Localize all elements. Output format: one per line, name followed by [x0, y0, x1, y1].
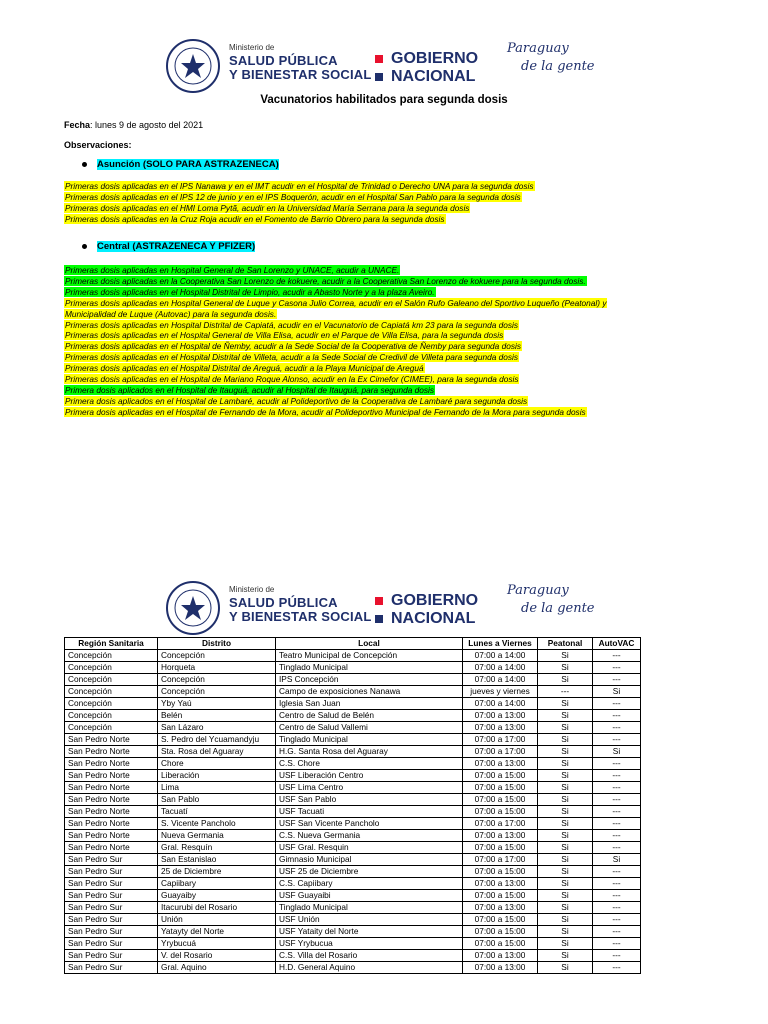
list-item: Primera dosis aplicados en el Hospital de Lambaré, acudir al Polideportivo de la Cooperativa de Lambaré para segunda dosis	[65, 395, 528, 406]
list-item: Primeras dosis aplicadas en la Cruz Roja acudir en el Fomento de Barrio Obrero para la segunda dosis	[65, 213, 445, 224]
cell-local: Gimnasio Municipal	[276, 854, 463, 866]
header-region: Región Sanitaria	[65, 638, 158, 650]
cell-peatonal: Si	[538, 830, 593, 842]
cell-horario: 07:00 a 13:00	[463, 830, 538, 842]
central-note: (ASTRAZENECA Y PFIZER)	[132, 241, 256, 252]
cell-distrito: Tacuatí	[158, 806, 276, 818]
table-row	[65, 746, 641, 758]
cell-distrito: Unión	[158, 914, 276, 926]
cell-peatonal: Si	[538, 674, 593, 686]
cell-peatonal: Si	[538, 782, 593, 794]
seal-icon	[165, 580, 221, 636]
seal-icon	[165, 38, 221, 94]
cell-region: San Pedro Sur	[65, 854, 158, 866]
cell-distrito: Yatayty del Norte	[158, 926, 276, 938]
cell-peatonal: Si	[538, 842, 593, 854]
table-row	[65, 806, 641, 818]
cell-distrito: 25 de Diciembre	[158, 866, 276, 878]
cell-autovac: ---	[593, 950, 641, 962]
ministry-logo	[229, 44, 372, 82]
cell-local: USF Tacuati	[276, 806, 463, 818]
table-row	[65, 854, 641, 866]
cell-distrito: Yrybucuá	[158, 938, 276, 950]
cell-peatonal: Si	[538, 938, 593, 950]
cell-horario: 07:00 a 15:00	[463, 770, 538, 782]
cell-peatonal: Si	[538, 710, 593, 722]
table-row	[65, 758, 641, 770]
table-row	[65, 710, 641, 722]
table-row	[65, 794, 641, 806]
table-row	[65, 662, 641, 674]
cell-distrito: Guayaiby	[158, 890, 276, 902]
cell-region: San Pedro Norte	[65, 794, 158, 806]
cell-distrito: Belén	[158, 710, 276, 722]
table-row	[65, 902, 641, 914]
cell-region: San Pedro Sur	[65, 866, 158, 878]
cell-horario: 07:00 a 15:00	[463, 794, 538, 806]
cell-horario: jueves y viernes	[463, 686, 538, 698]
cell-peatonal: Si	[538, 962, 593, 974]
cell-local: Campo de exposiciones Nanawa	[276, 686, 463, 698]
table-row	[65, 686, 641, 698]
cell-peatonal: Si	[538, 866, 593, 878]
cell-autovac: ---	[593, 842, 641, 854]
cell-autovac: Si	[593, 746, 641, 758]
slogan-line1: Paraguay	[507, 41, 569, 56]
list-item: Primeras dosis aplicadas en el Hospital Distrital de Areguá, acudir a la Playa Municipal de Areguá	[65, 363, 424, 374]
cell-region: Concepción	[65, 710, 158, 722]
fecha	[64, 120, 203, 130]
observaciones: Observaciones:	[64, 140, 132, 150]
cell-horario: 07:00 a 13:00	[463, 962, 538, 974]
fecha-value: : lunes 9 de agosto del 2021	[90, 120, 204, 130]
central-name: Central	[97, 241, 130, 252]
cell-region: San Pedro Norte	[65, 830, 158, 842]
cell-distrito: Yby Yaú	[158, 698, 276, 710]
cell-distrito: V. del Rosario	[158, 950, 276, 962]
cell-autovac: ---	[593, 734, 641, 746]
list-item: Primeras dosis aplicadas en el Hospital de Ñemby, acudir a la Sede Social de la Cooperativa de Ñemby para segunda dosis	[65, 341, 521, 352]
cell-local: H.D. General Aquino	[276, 962, 463, 974]
cell-peatonal: Si	[538, 806, 593, 818]
cell-local: USF San Vicente Pancholo	[276, 818, 463, 830]
list-item: Primera dosis aplicadas en el Hospital de Fernando de la Mora, acudir al Polideportivo Municipal de Fernando de la Mora para segunda dosis	[65, 406, 586, 417]
cell-region: Concepción	[65, 674, 158, 686]
cell-horario: 07:00 a 14:00	[463, 650, 538, 662]
cell-autovac: ---	[593, 806, 641, 818]
cell-distrito: Concepción	[158, 650, 276, 662]
cell-horario: 07:00 a 15:00	[463, 842, 538, 854]
table-row	[65, 830, 641, 842]
cell-horario: 07:00 a 14:00	[463, 674, 538, 686]
cell-horario: 07:00 a 14:00	[463, 662, 538, 674]
header-autovac: AutoVAC	[593, 638, 641, 650]
table-row	[65, 674, 641, 686]
header-table	[165, 580, 605, 640]
table-row	[65, 950, 641, 962]
header-local: Local	[276, 638, 463, 650]
cell-peatonal: Si	[538, 650, 593, 662]
header-distrito: Distrito	[158, 638, 276, 650]
table-row	[65, 938, 641, 950]
cell-peatonal: Si	[538, 662, 593, 674]
ministry-small: Ministerio de	[229, 43, 275, 52]
cell-local: USF 25 de Diciembre	[276, 866, 463, 878]
vaccination-table	[64, 637, 641, 974]
ministry-line1: SALUD PÚBLICA	[229, 53, 338, 68]
cell-horario: 07:00 a 13:00	[463, 710, 538, 722]
cell-peatonal: Si	[538, 770, 593, 782]
list-item: Primeras dosis aplicadas en Hospital General de San Lorenzo y UNACE, acudir a UNACE.	[65, 265, 400, 275]
central-list	[64, 265, 664, 418]
gobierno-line1: GOBIERNO	[391, 592, 479, 609]
cell-peatonal: Si	[538, 734, 593, 746]
cell-distrito: S. Pedro del Ycuamandyju	[158, 734, 276, 746]
table-row	[65, 962, 641, 974]
cell-local: USF Lima Centro	[276, 782, 463, 794]
cell-autovac: ---	[593, 758, 641, 770]
cell-region: San Pedro Norte	[65, 842, 158, 854]
asuncion-note: (SOLO PARA ASTRAZENECA)	[142, 159, 279, 170]
list-item: Municipalidad de Luque (Autovac) para la segunda dosis.	[65, 308, 277, 319]
cell-autovac: ---	[593, 830, 641, 842]
gobierno-logo	[375, 50, 478, 86]
cell-autovac: ---	[593, 782, 641, 794]
cell-autovac: ---	[593, 890, 641, 902]
cell-local: Centro de Salud Vallemi	[276, 722, 463, 734]
cell-autovac: ---	[593, 818, 641, 830]
cell-autovac: ---	[593, 770, 641, 782]
cell-region: San Pedro Sur	[65, 950, 158, 962]
cell-autovac: ---	[593, 662, 641, 674]
cell-region: San Pedro Sur	[65, 962, 158, 974]
slogan-line2: de la gente	[521, 59, 595, 74]
list-item: Primeras dosis aplicadas en el HMI Loma Pytã, acudir en la Universidad María Serrana para la segunda dosis	[65, 202, 470, 213]
cell-region: San Pedro Norte	[65, 770, 158, 782]
cell-region: San Pedro Norte	[65, 734, 158, 746]
cell-peatonal: Si	[538, 758, 593, 770]
list-item: Primera dosis aplicados en el Hospital de Itauguá, acudir al Hospital de Itauguá, para segunda dosis	[65, 384, 434, 395]
header-top	[165, 38, 605, 98]
cell-autovac: ---	[593, 878, 641, 890]
page-title: Vacunatorios habilitados para segunda dosis	[260, 94, 508, 106]
cell-autovac: ---	[593, 866, 641, 878]
slogan	[507, 40, 595, 76]
table-row	[65, 722, 641, 734]
cell-autovac: ---	[593, 698, 641, 710]
table-row	[65, 698, 641, 710]
cell-local: USF Gral. Resquin	[276, 842, 463, 854]
cell-local: C.S. Capiibary	[276, 878, 463, 890]
cell-region: Concepción	[65, 686, 158, 698]
cell-distrito: Gral. Resquín	[158, 842, 276, 854]
cell-autovac: ---	[593, 650, 641, 662]
cell-region: Concepción	[65, 698, 158, 710]
cell-region: San Pedro Norte	[65, 782, 158, 794]
table-row	[65, 650, 641, 662]
cell-local: C.S. Nueva Germania	[276, 830, 463, 842]
cell-distrito: Sta. Rosa del Aguaray	[158, 746, 276, 758]
cell-local: C.S. Chore	[276, 758, 463, 770]
asuncion-heading	[82, 159, 279, 170]
list-item: Primeras dosis aplicadas en el Hospital General de Villa Elisa, acudir en el Parque de Villa Elisa, para la segunda dosis	[65, 330, 504, 341]
cell-peatonal: Si	[538, 878, 593, 890]
cell-peatonal: Si	[538, 818, 593, 830]
cell-horario: 07:00 a 15:00	[463, 782, 538, 794]
cell-local: IPS Concepción	[276, 674, 463, 686]
cell-region: Concepción	[65, 650, 158, 662]
ministry-small: Ministerio de	[229, 585, 275, 594]
cell-peatonal: Si	[538, 890, 593, 902]
table-row	[65, 866, 641, 878]
table-row	[65, 818, 641, 830]
cell-horario: 07:00 a 17:00	[463, 746, 538, 758]
cell-region: San Pedro Norte	[65, 746, 158, 758]
cell-autovac: ---	[593, 902, 641, 914]
cell-region: San Pedro Sur	[65, 926, 158, 938]
cell-peatonal: Si	[538, 950, 593, 962]
cell-horario: 07:00 a 13:00	[463, 950, 538, 962]
cell-local: Teatro Municipal de Concepción	[276, 650, 463, 662]
cell-region: San Pedro Sur	[65, 914, 158, 926]
cell-region: San Pedro Sur	[65, 878, 158, 890]
cell-peatonal: Si	[538, 722, 593, 734]
cell-distrito: Concepción	[158, 686, 276, 698]
cell-region: San Pedro Norte	[65, 818, 158, 830]
ministry-line2: Y BIENESTAR SOCIAL	[229, 67, 372, 82]
gobierno-line2: NACIONAL	[391, 68, 476, 85]
table-row	[65, 782, 641, 794]
cell-region: San Pedro Sur	[65, 938, 158, 950]
bullet-icon	[82, 244, 87, 249]
list-item: Primeras dosis aplicadas en Hospital General de Luque y Casona Julio Correa, acudir en el Salón Rufo Galeano del Sportivo Luqueño (Peatonal) y	[65, 297, 607, 308]
central-heading	[82, 241, 255, 252]
cell-distrito: S. Vicente Pancholo	[158, 818, 276, 830]
cell-local: C.S. Villa del Rosario	[276, 950, 463, 962]
list-item: Primeras dosis aplicadas en la Cooperativa San Lorenzo de kokuere, acudir a la Cooperativa San Lorenzo de kokuere para la segunda dosis.	[65, 275, 586, 286]
list-item: Primeras dosis aplicadas en el Hospital Distrital de Villeta, acudir a la Sede Social de Credivil de Villeta para segunda dosis	[65, 352, 519, 363]
table-row	[65, 878, 641, 890]
list-item: Primeras dosis aplicadas en el IPS 12 de junio y en el IPS Boquerón, acudir en el Hospital San Pablo para la segunda dosis	[65, 191, 521, 202]
cell-distrito: Lima	[158, 782, 276, 794]
cell-distrito: San Pablo	[158, 794, 276, 806]
cell-horario: 07:00 a 15:00	[463, 914, 538, 926]
cell-horario: 07:00 a 15:00	[463, 926, 538, 938]
cell-peatonal: Si	[538, 794, 593, 806]
fecha-label: Fecha	[64, 120, 91, 130]
cell-region: San Pedro Norte	[65, 806, 158, 818]
gobierno-line2: NACIONAL	[391, 610, 476, 627]
cell-distrito: Gral. Aquino	[158, 962, 276, 974]
cell-horario: 07:00 a 17:00	[463, 818, 538, 830]
cell-autovac: Si	[593, 854, 641, 866]
list-item: Primeras dosis aplicadas en el IPS Nanawa y en el IMT acudir en el Hospital de Trinidad o Derecho UNA para la segunda dosis	[65, 181, 534, 191]
slogan-line2: de la gente	[521, 601, 595, 616]
cell-peatonal: Si	[538, 746, 593, 758]
cell-local: Tinglado Municipal	[276, 734, 463, 746]
table-row	[65, 770, 641, 782]
cell-peatonal: Si	[538, 854, 593, 866]
cell-peatonal: Si	[538, 698, 593, 710]
table-row	[65, 734, 641, 746]
bullet-icon	[82, 162, 87, 167]
cell-horario: 07:00 a 15:00	[463, 806, 538, 818]
cell-local: USF Guayaibi	[276, 890, 463, 902]
cell-peatonal: ---	[538, 686, 593, 698]
cell-local: USF Liberación Centro	[276, 770, 463, 782]
cell-local: USF Unión	[276, 914, 463, 926]
cell-horario: 07:00 a 13:00	[463, 722, 538, 734]
slogan-line1: Paraguay	[507, 583, 569, 598]
table-row	[65, 914, 641, 926]
asuncion-list	[64, 181, 664, 225]
list-item: Primeras dosis aplicadas en el Hospital Distrital de Limpio, acudir a Abasto Norte y a la plaza Aveiro.	[65, 286, 435, 297]
cell-horario: 07:00 a 14:00	[463, 698, 538, 710]
cell-local: Tinglado Municipal	[276, 662, 463, 674]
cell-local: Iglesia San Juan	[276, 698, 463, 710]
cell-distrito: San Estanislao	[158, 854, 276, 866]
cell-autovac: ---	[593, 926, 641, 938]
cell-region: Concepción	[65, 722, 158, 734]
list-item: Primeras dosis aplicadas en el Hospital de Mariano Roque Alonso, acudir en la Ex Cimefor (CIMEE), para la segunda dosis	[65, 374, 519, 385]
table-row	[65, 842, 641, 854]
cell-region: San Pedro Norte	[65, 758, 158, 770]
cell-region: Concepción	[65, 662, 158, 674]
cell-autovac: ---	[593, 722, 641, 734]
cell-autovac: ---	[593, 794, 641, 806]
cell-distrito: Liberación	[158, 770, 276, 782]
cell-autovac: ---	[593, 914, 641, 926]
cell-region: San Pedro Sur	[65, 902, 158, 914]
table-row	[65, 926, 641, 938]
cell-peatonal: Si	[538, 926, 593, 938]
cell-horario: 07:00 a 13:00	[463, 878, 538, 890]
gobierno-line1: GOBIERNO	[391, 50, 479, 67]
cell-distrito: Concepción	[158, 674, 276, 686]
cell-distrito: Chore	[158, 758, 276, 770]
cell-autovac: ---	[593, 962, 641, 974]
cell-autovac: ---	[593, 938, 641, 950]
list-item: Primeras dosis aplicadas en Hospital Distrital de Capiatá, acudir en el Vacunatorio de Capiatá km 23 para la segunda dosis	[65, 319, 519, 330]
cell-horario: 07:00 a 13:00	[463, 758, 538, 770]
table-row	[65, 890, 641, 902]
cell-horario: 07:00 a 15:00	[463, 890, 538, 902]
table-header-row	[65, 638, 641, 650]
ministry-line2: Y BIENESTAR SOCIAL	[229, 609, 372, 624]
header-horario: Lunes a Viernes	[463, 638, 538, 650]
cell-horario: 07:00 a 17:00	[463, 734, 538, 746]
cell-horario: 07:00 a 17:00	[463, 854, 538, 866]
cell-autovac: Si	[593, 686, 641, 698]
ministry-logo	[229, 586, 372, 624]
cell-local: H.G. Santa Rosa del Aguaray	[276, 746, 463, 758]
cell-local: USF San Pablo	[276, 794, 463, 806]
cell-distrito: Itacurubi del Rosario	[158, 902, 276, 914]
cell-distrito: Capiibary	[158, 878, 276, 890]
asuncion-name: Asunción	[97, 159, 141, 170]
cell-peatonal: Si	[538, 914, 593, 926]
cell-region: San Pedro Sur	[65, 890, 158, 902]
cell-autovac: ---	[593, 710, 641, 722]
ministry-line1: SALUD PÚBLICA	[229, 595, 338, 610]
cell-local: USF Yrybucua	[276, 938, 463, 950]
cell-horario: 07:00 a 15:00	[463, 938, 538, 950]
cell-local: Centro de Salud de Belén	[276, 710, 463, 722]
cell-local: Tinglado Municipal	[276, 902, 463, 914]
cell-autovac: ---	[593, 674, 641, 686]
slogan	[507, 582, 595, 618]
cell-distrito: San Lázaro	[158, 722, 276, 734]
header-peatonal: Peatonal	[538, 638, 593, 650]
cell-peatonal: Si	[538, 902, 593, 914]
cell-horario: 07:00 a 13:00	[463, 902, 538, 914]
cell-local: USF Yataity del Norte	[276, 926, 463, 938]
cell-distrito: Horqueta	[158, 662, 276, 674]
cell-distrito: Nueva Germania	[158, 830, 276, 842]
cell-horario: 07:00 a 15:00	[463, 866, 538, 878]
gobierno-logo	[375, 592, 478, 628]
